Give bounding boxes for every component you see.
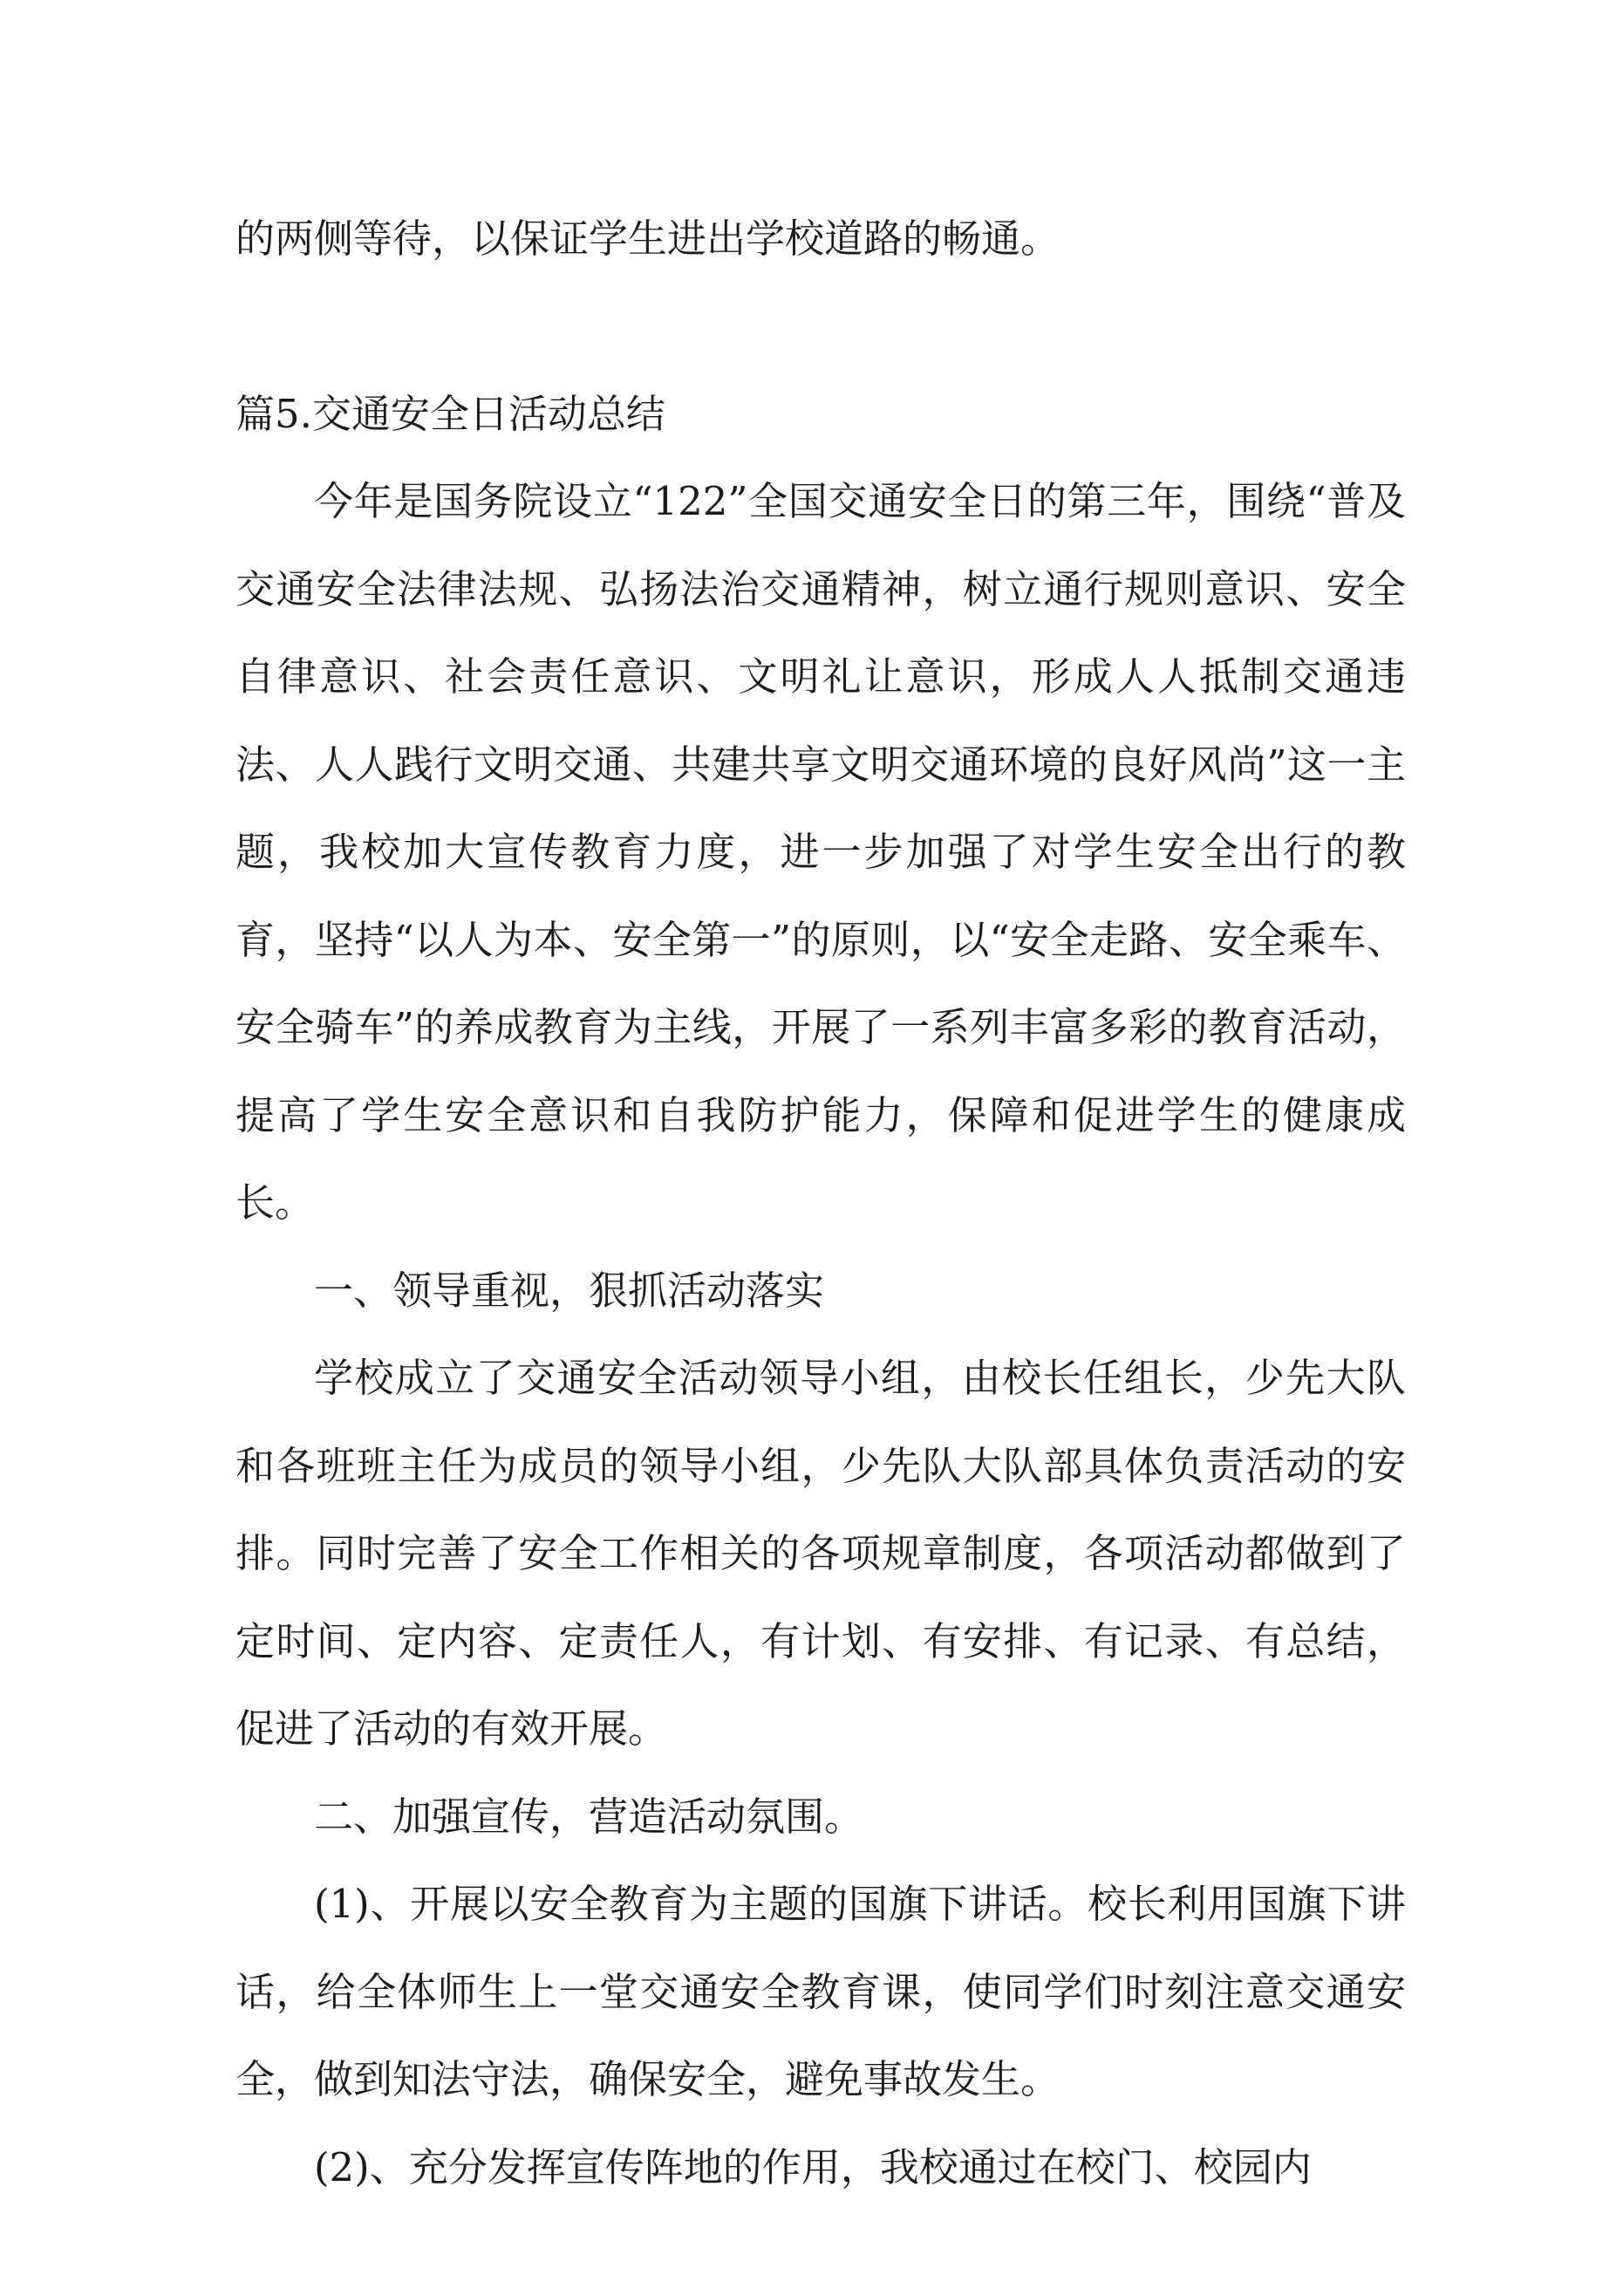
intro-paragraph: 今年是国务院设立“122”全国交通安全日的第三年，围绕“普及交通安全法律法规、弘扬法治交通精神，树立通行规则意识、安全自律意识、社会责任意识、文明礼让意识，形成人人抵制交通违法、人人践行文明交通、共建共享文明交通环境的良好风尚”这一主题，我校加大宣传教育力度，进一步加强了对学生安全出行的教育，坚持“以人为本、安全第一”的原则，以“安全走路、安全乘车、安全骑车”的养成教育为主线，开展了一系列丰富多彩的教育活动，提高了学生安全意识和自我防护能力，保障和促进学生的健康成长。: [235, 478, 1406, 1226]
publicity-item-1: (1)、开展以安全教育为主题的国旗下讲话。校长利用国旗下讲话，给全体师生上一堂交通安全教育课，使同学们时刻注意交通安全，做到知法守法，确保安全，避免事故发生。: [235, 1881, 1406, 2102]
continuation-paragraph: 的两侧等待，以保证学生进出学校道路的畅通。: [235, 215, 1060, 262]
heading-publicity: 二、加强宣传，营造活动氛围。: [314, 1793, 864, 1840]
document-body: [235, 195, 1406, 2211]
leadership-paragraph: 学校成立了交通安全活动领导小组，由校长任组长，少先大队和各班班主任为成员的领导小组，少先队大队部具体负责活动的安排。同时完善了安全工作相关的各项规章制度，各项活动都做到了定时间、定内容、定责任人，有计划、有安排、有记录、有总结，促进了活动的有效开展。: [235, 1355, 1406, 1752]
section-title: 篇5.交通安全日活动总结: [235, 390, 665, 437]
heading-leadership: 一、领导重视，狠抓活动落实: [314, 1267, 825, 1314]
publicity-item-2: (2)、充分发挥宣传阵地的作用，我校通过在校门、校园内: [314, 2143, 1312, 2190]
